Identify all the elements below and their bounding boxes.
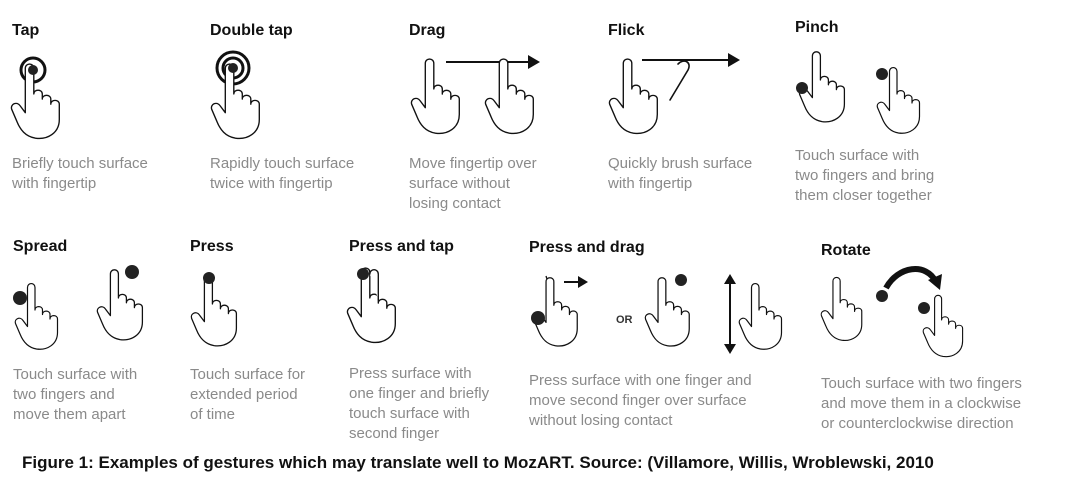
pinch-icon xyxy=(792,44,952,134)
gesture-description xyxy=(608,154,752,194)
desc-line: Briefly touch surface xyxy=(12,155,148,172)
press-and-tap-icon xyxy=(346,258,426,358)
gesture-description xyxy=(13,365,137,425)
gesture-description xyxy=(210,154,354,194)
gesture-description xyxy=(190,365,305,425)
figure-caption: Figure 1: Examples of gestures which may translate well to MozART. Source: (Villamore, Willis, Wroblewski, 2010 xyxy=(22,453,934,472)
spread-icon xyxy=(10,262,170,352)
desc-line: extended period xyxy=(190,386,298,403)
desc-line: surface without xyxy=(409,175,510,192)
desc-line: Press surface with one finger and xyxy=(529,372,752,389)
desc-line: Press surface with xyxy=(349,365,472,382)
desc-line: and move them in a clockwise xyxy=(821,395,1022,412)
gesture-description xyxy=(409,154,537,214)
gesture-title: Flick xyxy=(608,22,645,39)
desc-line: with fingertip xyxy=(12,175,97,192)
desc-line: two fingers and bring xyxy=(795,167,935,184)
desc-line: with fingertip xyxy=(608,175,693,192)
rotate-icon xyxy=(818,262,988,357)
desc-line: Touch surface with xyxy=(795,147,920,164)
tap-icon xyxy=(10,52,90,142)
gesture-description xyxy=(12,154,148,194)
press-and-drag-icon-b xyxy=(640,270,810,360)
desc-line: twice with fingertip xyxy=(210,175,333,192)
flick-icon xyxy=(606,50,746,145)
desc-line: Touch surface for xyxy=(190,366,306,383)
gesture-description xyxy=(821,374,1022,434)
desc-line: Rapidly touch surface xyxy=(210,155,355,172)
desc-line: Touch surface with two fingers xyxy=(821,375,1022,392)
desc-line: move them apart xyxy=(13,406,126,423)
desc-line: Quickly brush surface xyxy=(608,155,753,172)
gesture-description xyxy=(529,371,752,431)
or-label: OR xyxy=(616,314,633,326)
desc-line: without losing contact xyxy=(529,412,673,429)
desc-line: touch surface with xyxy=(349,405,470,422)
gesture-title: Press xyxy=(190,238,234,255)
desc-line: or counterclockwise direction xyxy=(821,415,1014,432)
press-icon xyxy=(190,266,270,361)
gesture-title: Press and tap xyxy=(349,238,454,255)
desc-line: two fingers and xyxy=(13,386,115,403)
gesture-description xyxy=(349,364,489,444)
gesture-title: Spread xyxy=(13,238,68,255)
desc-line: move second finger over surface xyxy=(529,392,747,409)
desc-line: Touch surface with xyxy=(13,366,138,383)
gesture-title: Drag xyxy=(409,22,446,39)
desc-line: Move fingertip over xyxy=(409,155,537,172)
desc-line: losing contact xyxy=(409,195,501,212)
gesture-title: Pinch xyxy=(795,19,839,36)
gesture-title: Press and drag xyxy=(529,239,645,256)
gesture-title: Tap xyxy=(12,22,40,39)
desc-line: second finger xyxy=(349,425,440,442)
gesture-title: Double tap xyxy=(210,22,293,39)
desc-line: one finger and briefly xyxy=(349,385,490,402)
press-and-drag-icon-a xyxy=(528,268,618,358)
double-tap-icon xyxy=(210,46,290,142)
desc-line: them closer together xyxy=(795,187,932,204)
gesture-description xyxy=(795,146,934,206)
gesture-title: Rotate xyxy=(821,242,871,259)
drag-icon xyxy=(406,50,556,145)
desc-line: of time xyxy=(190,406,236,423)
